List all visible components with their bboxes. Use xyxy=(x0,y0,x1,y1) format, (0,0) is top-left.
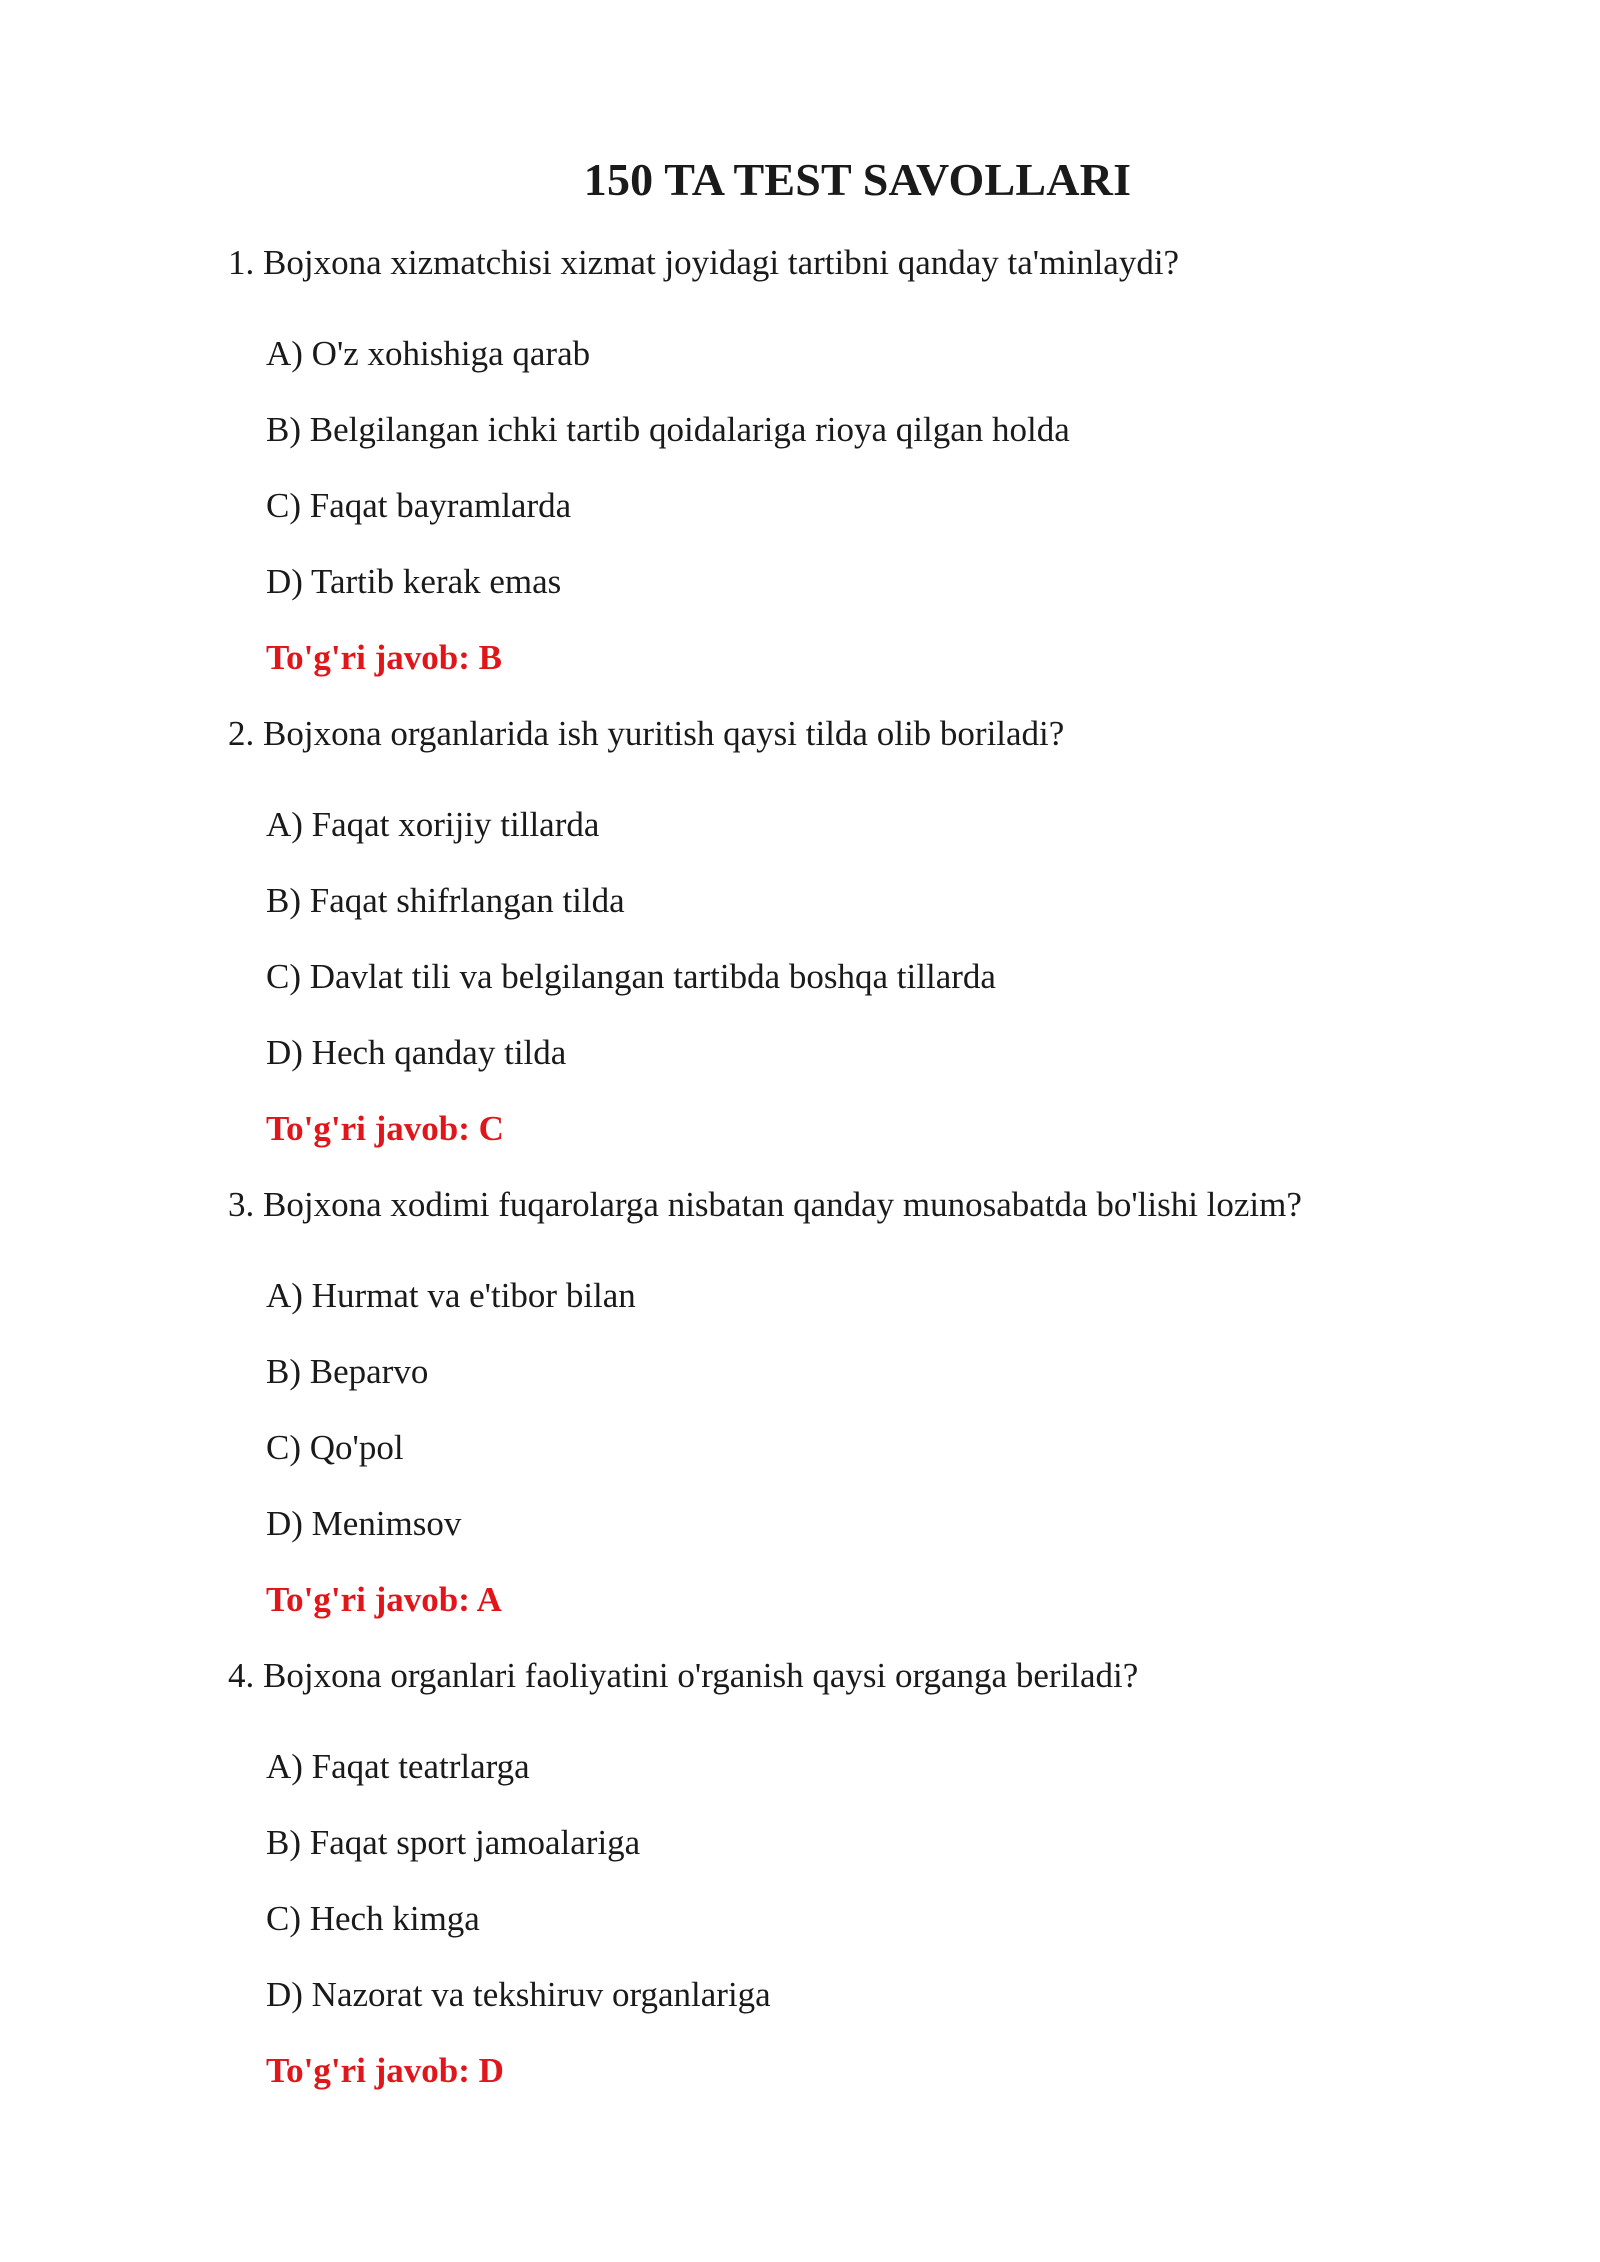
question-2-text: 2. Bojxona organlarida ish yuritish qaysi tilda olib boriladi? xyxy=(228,714,1065,753)
question-1-text: 1. Bojxona xizmatchisi xizmat joyidagi tartibni qanday ta'minlaydi? xyxy=(228,243,1180,282)
question-4-option-d: D) Nazorat va tekshiruv organlariga xyxy=(266,1975,771,2014)
question-2-option-a: A) Faqat xorijiy tillarda xyxy=(266,805,600,844)
question-2-option-b: B) Faqat shifrlangan tilda xyxy=(266,881,625,920)
question-1-option-a: A) O'z xohishiga qarab xyxy=(266,334,591,373)
question-3-option-c: C) Qo'pol xyxy=(266,1428,404,1467)
question-1-answer: To'g'ri javob: B xyxy=(266,638,502,677)
question-3-text: 3. Bojxona xodimi fuqarolarga nisbatan qanday munosabatda bo'lishi lozim? xyxy=(228,1185,1302,1224)
question-4-option-b: B) Faqat sport jamoalariga xyxy=(266,1823,641,1862)
question-2-answer: To'g'ri javob: C xyxy=(266,1109,504,1148)
question-3-answer: To'g'ri javob: A xyxy=(266,1580,502,1619)
question-4-option-a: A) Faqat teatrlarga xyxy=(266,1747,530,1786)
question-4-text: 4. Bojxona organlari faoliyatini o'rganish qaysi organga beriladi? xyxy=(228,1656,1139,1695)
question-4-answer: To'g'ri javob: D xyxy=(266,2051,504,2090)
question-1-option-c: C) Faqat bayramlarda xyxy=(266,486,572,525)
question-2-option-d: D) Hech qanday tilda xyxy=(266,1033,567,1072)
question-3-option-d: D) Menimsov xyxy=(266,1504,462,1543)
question-1-option-b: B) Belgilangan ichki tartib qoidalariga rioya qilgan holda xyxy=(266,410,1070,449)
page-title: 150 TA TEST SAVOLLARI xyxy=(583,154,1132,205)
question-1-option-d: D) Tartib kerak emas xyxy=(266,562,562,601)
question-3-option-a: A) Hurmat va e'tibor bilan xyxy=(266,1276,636,1315)
question-2-option-c: C) Davlat tili va belgilangan tartibda boshqa tillarda xyxy=(266,957,996,996)
question-3-option-b: B) Beparvo xyxy=(266,1352,429,1391)
question-4-option-c: C) Hech kimga xyxy=(266,1899,480,1938)
